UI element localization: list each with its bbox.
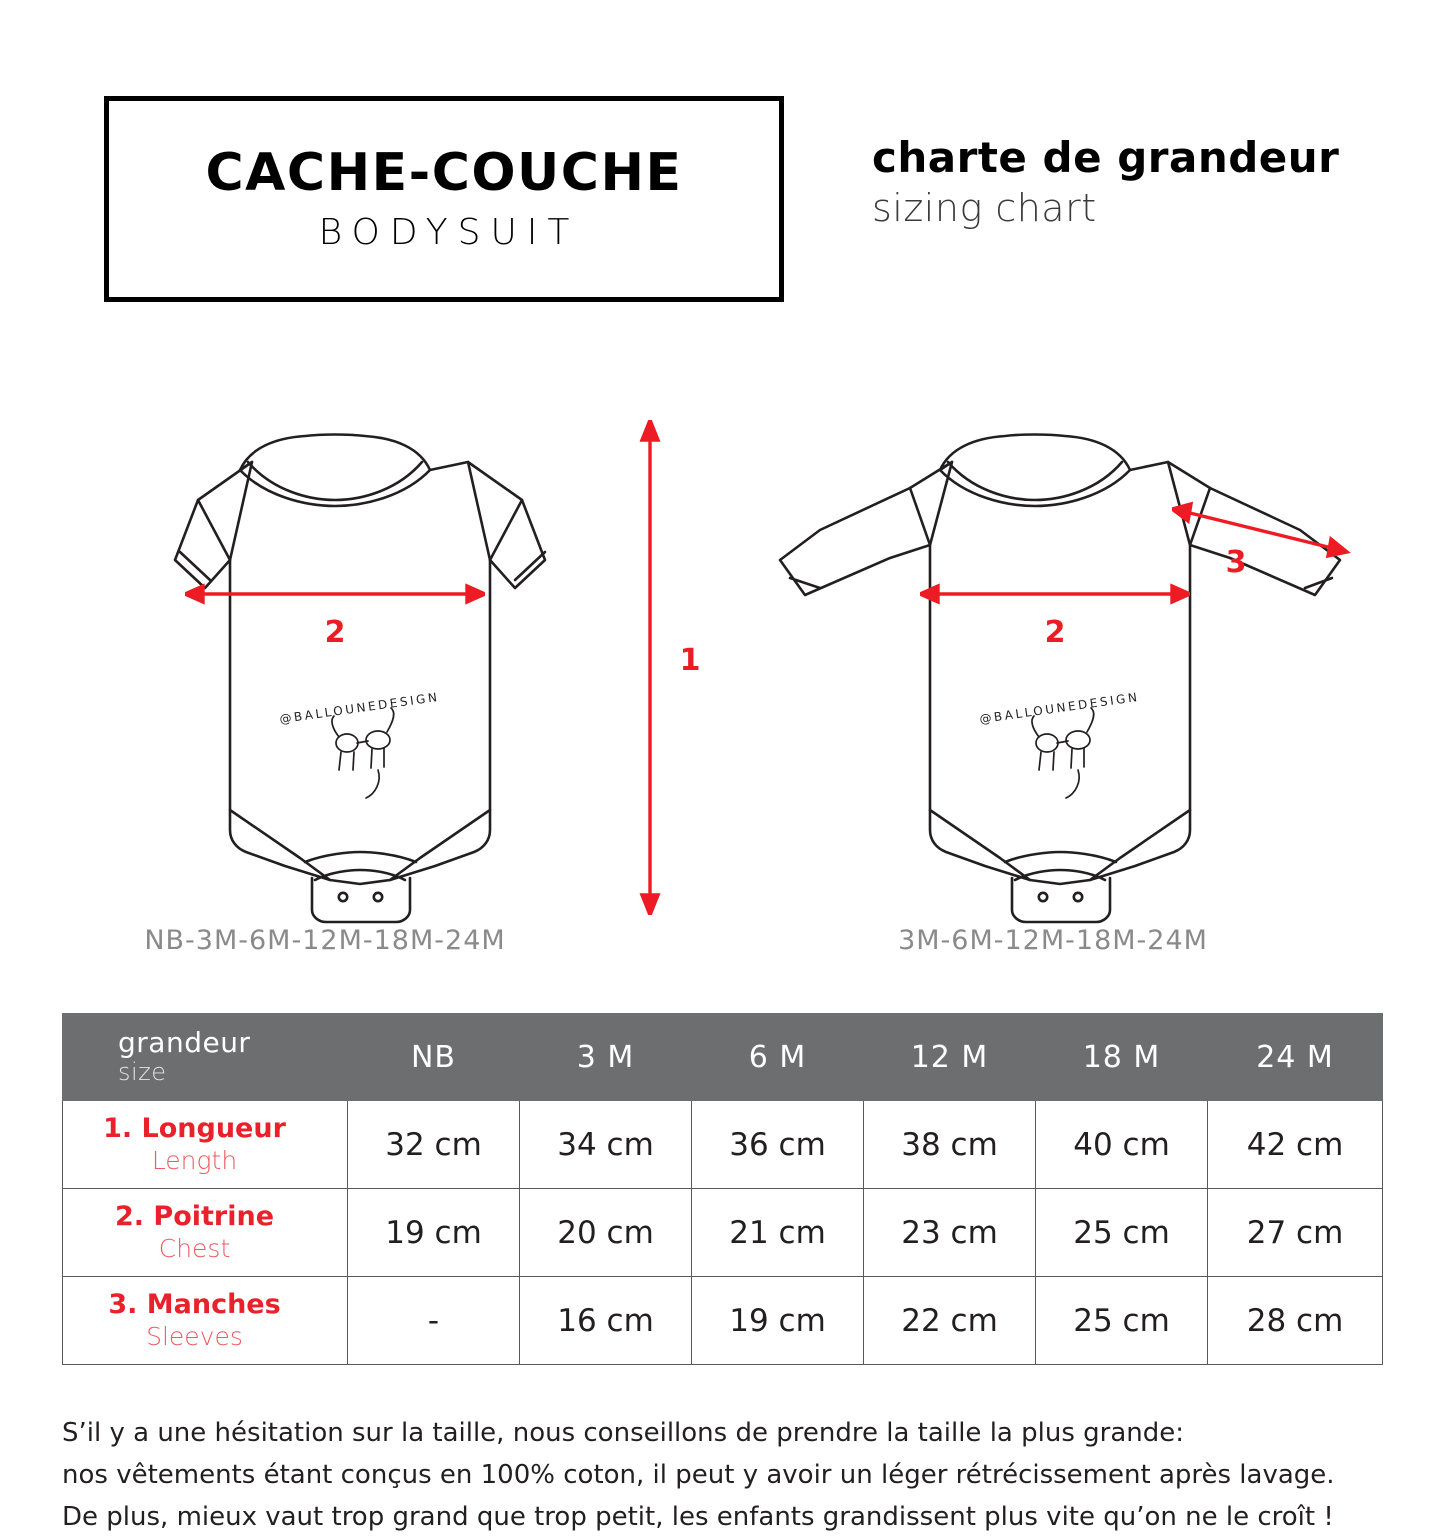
chest-measure-arrow-left <box>185 580 485 650</box>
footnote-line-1: S’il y a une hésitation sur la taille, nous conseillons de prendre la taille la plus grande: <box>62 1418 1184 1448</box>
cell-sleeves-3m: 16 cm <box>520 1277 692 1365</box>
cell-chest-24m: 27 cm <box>1208 1189 1383 1277</box>
cell-length-3m: 34 cm <box>520 1101 692 1189</box>
chart-heading-en: sizing chart <box>872 186 1097 231</box>
chest-marker-left: 2 <box>324 615 346 650</box>
cell-sleeves-24m: 28 cm <box>1208 1277 1383 1365</box>
brand-logo-icon <box>979 690 1141 798</box>
table-row <box>63 1101 1383 1189</box>
caption-short-sleeve: NB-3M-6M-12M-18M-24M <box>144 925 506 956</box>
table-header-row <box>63 1014 1383 1101</box>
cell-length-nb: 32 cm <box>348 1101 520 1189</box>
row-label-length-en: Length <box>151 1145 238 1175</box>
page-subtitle: BODYSUIT <box>318 212 580 254</box>
chart-heading-fr: charte de grandeur <box>872 133 1340 182</box>
header-size-fr: grandeur <box>118 1026 251 1060</box>
table-row <box>63 1277 1383 1365</box>
row-label-chest-fr: 2. Poitrine <box>114 1201 275 1233</box>
header-size-en: size <box>118 1058 167 1087</box>
chart-heading <box>872 134 1339 232</box>
cell-sleeves-nb: - <box>348 1277 520 1365</box>
cell-length-6m: 36 cm <box>692 1101 864 1189</box>
sleeve-marker: 3 <box>1225 545 1247 580</box>
header <box>0 96 1445 306</box>
title-box <box>104 96 784 302</box>
svg-text:@BALLOUNEDESIGN: @BALLOUNEDESIGN <box>978 689 1141 727</box>
length-marker: 1 <box>679 643 701 678</box>
table-row <box>63 1189 1383 1277</box>
long-sleeve-bodysuit-diagram <box>740 410 1400 930</box>
row-label-sleeves <box>63 1277 348 1365</box>
cell-length-24m: 42 cm <box>1208 1101 1383 1189</box>
row-label-chest <box>63 1189 348 1277</box>
row-label-length <box>63 1101 348 1189</box>
brand-logo-icon <box>279 690 441 798</box>
table-header-18m: 18 M <box>1036 1014 1208 1101</box>
cell-chest-6m: 21 cm <box>692 1189 864 1277</box>
illustration-area <box>0 400 1445 970</box>
sizing-table <box>62 1013 1383 1365</box>
footnote-line-2: nos vêtements étant conçus en 100% coton, il peut y avoir un léger rétrécissement après lavage. <box>62 1460 1335 1491</box>
table-header-12m: 12 M <box>864 1014 1036 1101</box>
row-label-sleeves-fr: 3. Manches <box>108 1289 281 1321</box>
chest-measure-arrow-right <box>920 580 1190 650</box>
caption-long-sleeve: 3M-6M-12M-18M-24M <box>898 925 1208 956</box>
row-label-sleeves-en: Sleeves <box>146 1321 243 1351</box>
cell-sleeves-6m: 19 cm <box>692 1277 864 1365</box>
cell-chest-nb: 19 cm <box>348 1189 520 1277</box>
table-header-3m: 3 M <box>520 1014 692 1101</box>
table-header-24m: 24 M <box>1208 1014 1383 1101</box>
cell-chest-18m: 25 cm <box>1036 1189 1208 1277</box>
page-title: CACHE-COUCHE <box>205 142 683 203</box>
table-header-nb: NB <box>348 1014 520 1101</box>
cell-chest-12m: 23 cm <box>864 1189 1036 1277</box>
length-measure-arrow <box>586 420 716 915</box>
row-label-length-fr: 1. Longueur <box>103 1113 286 1145</box>
svg-text:@BALLOUNEDESIGN: @BALLOUNEDESIGN <box>278 689 441 727</box>
cell-length-18m: 40 cm <box>1036 1101 1208 1189</box>
cell-chest-3m: 20 cm <box>520 1189 692 1277</box>
cell-sleeves-12m: 22 cm <box>864 1277 1036 1365</box>
sizing-table-wrapper <box>62 1013 1382 1365</box>
sleeve-measure-arrow <box>1172 496 1352 596</box>
footnote <box>62 1412 1392 1538</box>
table-header-6m: 6 M <box>692 1014 864 1101</box>
cell-sleeves-18m: 25 cm <box>1036 1277 1208 1365</box>
cell-length-12m: 38 cm <box>864 1101 1036 1189</box>
table-header-size <box>63 1014 348 1101</box>
row-label-chest-en: Chest <box>158 1233 231 1263</box>
footnote-line-3: De plus, mieux vaut trop grand que trop petit, les enfants grandissent plus vite qu’on ne le croît ! <box>62 1502 1334 1533</box>
chest-marker-right: 2 <box>1044 615 1066 650</box>
